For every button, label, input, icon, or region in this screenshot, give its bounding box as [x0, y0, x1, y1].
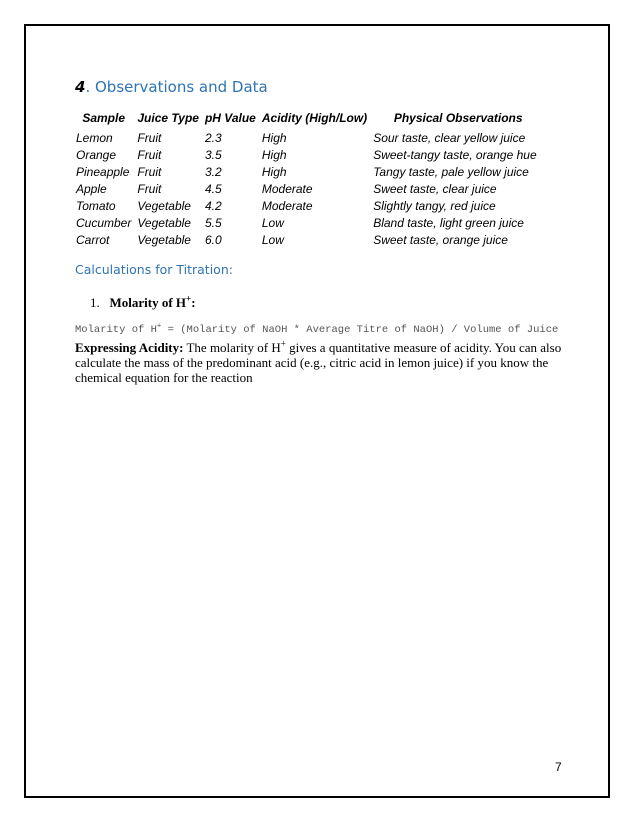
cell-sample: Carrot: [76, 232, 110, 247]
header-juice-type: Juice Type: [137, 111, 199, 125]
list-item-molarity: [90, 295, 196, 311]
table-row: [74, 214, 546, 231]
cell-sample: Orange: [76, 147, 117, 162]
para-label: Expressing Acidity:: [75, 340, 184, 355]
cell-juice-type: Vegetable: [137, 232, 191, 247]
list-number: 1.: [90, 295, 100, 310]
cell-sample: Apple: [76, 181, 107, 196]
section-title: Observations and Data: [95, 78, 268, 96]
cell-ph-value: 4.5: [204, 181, 222, 196]
cell-observation: Tangy taste, pale yellow juice: [373, 164, 529, 179]
cell-acidity: Low: [261, 232, 284, 247]
table-header-row: [74, 107, 546, 129]
cell-juice-type: Fruit: [137, 181, 162, 196]
cell-juice-type: Fruit: [137, 130, 162, 145]
cell-acidity: Moderate: [261, 181, 313, 196]
observations-table: [74, 107, 546, 248]
cell-acidity: High: [261, 147, 287, 162]
cell-observation: Bland taste, light green juice: [373, 215, 524, 230]
table-row: [74, 180, 546, 197]
calculations-heading: Calculations for Titration:: [75, 262, 233, 277]
table-row: [74, 163, 546, 180]
header-physical-observations: Physical Observations: [393, 111, 523, 125]
cell-ph-value: 3.2: [204, 164, 222, 179]
cell-acidity: High: [261, 130, 287, 145]
cell-acidity: Moderate: [261, 198, 313, 213]
list-label: Molarity of H+:: [109, 293, 196, 310]
header-acidity: Acidity (High/Low): [261, 111, 368, 125]
molarity-formula: Molarity of H+ = (Molarity of NaOH * Average Titre of NaOH) / Volume of Juice: [75, 322, 559, 336]
table-row: [74, 129, 546, 146]
expressing-acidity-paragraph: Expressing Acidity: The molarity of H+ gives a quantitative measure of acidity. You can also calculate the mass of the predominant acid (e.g., citric acid in lemon juice) if you know the chemical equation for the reaction: [75, 338, 562, 385]
cell-observation: Slightly tangy, red juice: [373, 198, 496, 213]
cell-ph-value: 5.5: [204, 215, 222, 230]
table-row: [74, 231, 546, 248]
cell-observation: Sweet taste, orange juice: [373, 232, 508, 247]
cell-observation: Sweet-tangy taste, orange hue: [373, 147, 537, 162]
cell-juice-type: Vegetable: [137, 215, 191, 230]
cell-juice-type: Vegetable: [137, 198, 191, 213]
cell-ph-value: 2.3: [204, 130, 222, 145]
cell-sample: Lemon: [76, 130, 113, 145]
cell-juice-type: Fruit: [137, 164, 162, 179]
table-row: [74, 146, 546, 163]
header-ph-value: pH Value: [204, 111, 256, 125]
cell-juice-type: Fruit: [137, 147, 162, 162]
cell-acidity: High: [261, 164, 287, 179]
cell-ph-value: 6.0: [204, 232, 222, 247]
section-heading: [75, 78, 268, 96]
cell-ph-value: 3.5: [204, 147, 222, 162]
cell-acidity: Low: [261, 215, 284, 230]
cell-sample: Pineapple: [76, 164, 130, 179]
page-number: 7: [555, 760, 562, 774]
header-sample: Sample: [82, 111, 126, 125]
section-number: 4: [75, 78, 86, 96]
table-row: [74, 197, 546, 214]
cell-ph-value: 4.2: [204, 198, 222, 213]
cell-observation: Sweet taste, clear juice: [373, 181, 497, 196]
cell-observation: Sour taste, clear yellow juice: [373, 130, 526, 145]
cell-sample: Cucumber: [76, 215, 132, 230]
section-separator: .: [85, 78, 91, 96]
cell-sample: Tomato: [76, 198, 116, 213]
